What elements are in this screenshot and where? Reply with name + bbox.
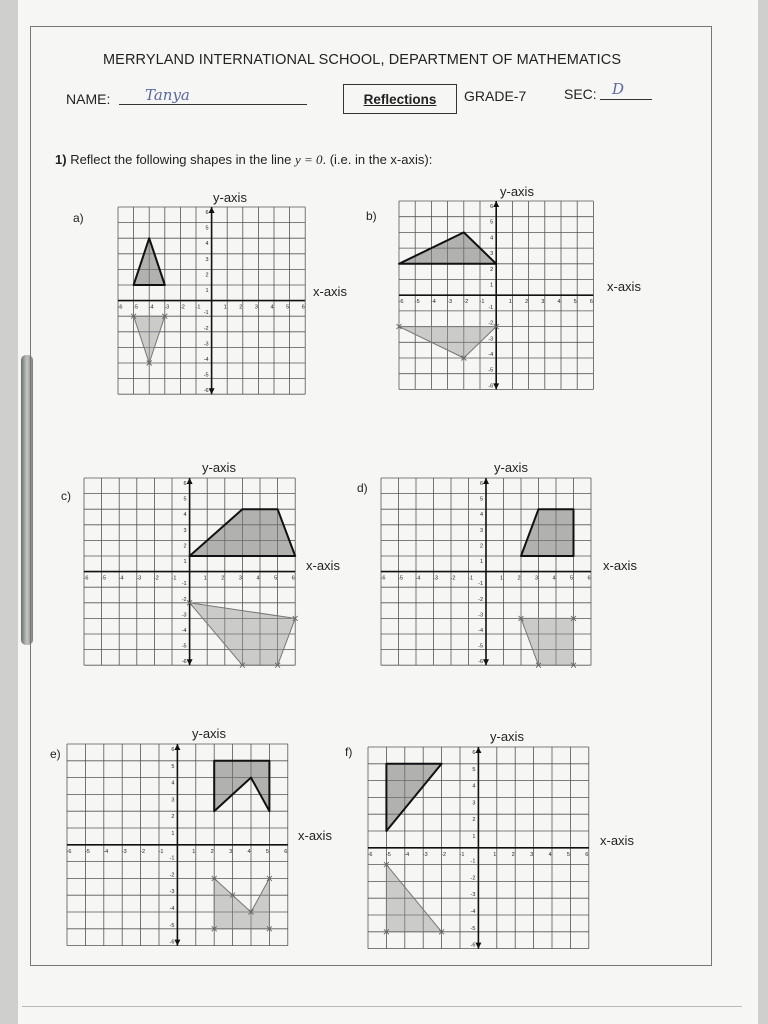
x-tick-label: 3 bbox=[238, 575, 242, 582]
y-tick-label: 2 bbox=[171, 814, 175, 821]
y-tick-label: 4 bbox=[205, 241, 209, 248]
y-tick-label: 6 bbox=[472, 750, 476, 756]
bottom-rule bbox=[22, 1006, 742, 1007]
worksheet-title: Reflections bbox=[363, 91, 437, 107]
problem-label: c) bbox=[61, 489, 71, 503]
y-arrow-down bbox=[209, 388, 215, 394]
y-tick-label: -6 bbox=[478, 659, 483, 666]
y-tick-label: -2 bbox=[181, 596, 187, 603]
y-tick-label: 2 bbox=[205, 272, 209, 279]
x-tick-label: 1 bbox=[192, 848, 196, 855]
x-tick-label: 4 bbox=[247, 848, 251, 855]
x-tick-label: -5 bbox=[101, 575, 107, 582]
x-tick-label: 1 bbox=[499, 575, 504, 582]
y-tick-label: -5 bbox=[488, 367, 494, 374]
x-axis-label: x-axis bbox=[607, 279, 641, 294]
y-axis-label: y-axis bbox=[192, 726, 226, 741]
original-shape bbox=[521, 509, 574, 556]
x-tick-label: -5 bbox=[84, 848, 90, 855]
y-tick-label: -3 bbox=[181, 612, 187, 619]
y-tick-label: -5 bbox=[181, 643, 187, 650]
y-tick-label: -4 bbox=[181, 628, 187, 634]
y-tick-label: 3 bbox=[183, 527, 187, 534]
original-shape bbox=[190, 509, 296, 556]
x-tick-label: -3 bbox=[433, 575, 438, 582]
x-tick-label: -2 bbox=[441, 851, 447, 858]
y-tick-label: 1 bbox=[472, 834, 476, 840]
y-arrow-up bbox=[174, 744, 180, 750]
x-tick-label: 6 bbox=[301, 304, 305, 311]
y-tick-label: -2 bbox=[169, 872, 175, 879]
y-tick-label: -5 bbox=[203, 372, 209, 379]
x-tick-label: 1 bbox=[493, 851, 497, 858]
y-tick-label: 3 bbox=[479, 527, 483, 534]
x-tick-label: 4 bbox=[552, 575, 556, 582]
y-tick-label: -2 bbox=[478, 596, 483, 603]
x-tick-label: 6 bbox=[585, 851, 589, 858]
x-tick-label: -4 bbox=[415, 575, 421, 582]
question-text-after: . (i.e. in the x-axis): bbox=[322, 152, 433, 167]
section-handwritten: D bbox=[612, 80, 625, 98]
y-tick-label: -4 bbox=[169, 906, 175, 912]
x-tick-label: -1 bbox=[195, 304, 201, 311]
y-tick-label: 6 bbox=[479, 481, 483, 487]
y-tick-label: -6 bbox=[488, 383, 494, 390]
y-arrow-up bbox=[483, 478, 489, 484]
y-tick-label: -3 bbox=[470, 892, 476, 899]
y-arrow-up bbox=[187, 478, 193, 484]
y-tick-label: 3 bbox=[472, 800, 476, 807]
x-tick-label: 2 bbox=[517, 575, 521, 582]
y-tick-label: -2 bbox=[203, 325, 209, 332]
x-tick-label: -3 bbox=[164, 304, 170, 311]
x-tick-label: 2 bbox=[525, 299, 529, 306]
y-tick-label: -6 bbox=[181, 659, 187, 666]
y-tick-label: 4 bbox=[183, 512, 187, 519]
problem-label: a) bbox=[73, 211, 84, 225]
name-line bbox=[119, 104, 307, 105]
y-tick-label: 6 bbox=[205, 210, 209, 216]
y-axis-label: y-axis bbox=[494, 460, 528, 475]
y-tick-label: -4 bbox=[203, 357, 209, 363]
x-tick-label: -2 bbox=[153, 575, 159, 582]
x-tick-label: -3 bbox=[422, 851, 428, 858]
y-arrow-down bbox=[174, 940, 180, 946]
x-tick-label: -4 bbox=[148, 304, 154, 311]
x-tick-label: -5 bbox=[398, 575, 403, 582]
y-tick-label: -1 bbox=[470, 858, 476, 865]
y-tick-label: 4 bbox=[490, 235, 494, 242]
y-tick-label: 6 bbox=[171, 747, 175, 753]
y-tick-label: -1 bbox=[169, 855, 175, 862]
x-tick-label: -2 bbox=[463, 299, 469, 306]
problem-label: e) bbox=[50, 747, 61, 761]
y-tick-label: 4 bbox=[472, 783, 476, 790]
x-tick-label: -6 bbox=[367, 851, 373, 858]
x-tick-label: 2 bbox=[210, 848, 214, 855]
y-tick-label: -4 bbox=[488, 352, 494, 358]
x-tick-label: 4 bbox=[557, 299, 561, 306]
y-arrow-down bbox=[493, 383, 499, 389]
x-axis-label: x-axis bbox=[313, 284, 347, 299]
y-tick-label: -5 bbox=[470, 925, 476, 932]
title-box bbox=[343, 84, 457, 114]
section-line bbox=[600, 99, 652, 100]
y-tick-label: 4 bbox=[479, 512, 483, 519]
y-tick-label: -4 bbox=[478, 628, 483, 634]
x-axis-label: x-axis bbox=[298, 828, 332, 843]
y-tick-label: -2 bbox=[470, 875, 476, 882]
x-tick-label: -6 bbox=[398, 299, 404, 306]
y-tick-label: -2 bbox=[488, 320, 494, 327]
y-tick-label: 5 bbox=[472, 766, 476, 773]
y-tick-label: 5 bbox=[171, 763, 175, 770]
y-tick-label: -3 bbox=[169, 889, 175, 896]
x-tick-label: 1 bbox=[223, 304, 227, 311]
x-tick-label: -1 bbox=[459, 851, 465, 858]
x-tick-label: -5 bbox=[133, 304, 139, 311]
question-math: y = 0 bbox=[294, 152, 323, 167]
y-tick-label: 6 bbox=[490, 204, 494, 210]
x-tick-label: 3 bbox=[541, 299, 545, 306]
x-tick-label: -1 bbox=[468, 575, 473, 582]
x-tick-label: 4 bbox=[270, 304, 274, 311]
y-tick-label: 3 bbox=[205, 256, 209, 263]
coordinate-grid bbox=[118, 207, 305, 394]
coordinate-grid bbox=[399, 201, 593, 389]
question-1 bbox=[55, 152, 432, 168]
x-tick-label: 6 bbox=[284, 848, 288, 855]
x-tick-label: -6 bbox=[117, 304, 123, 311]
y-tick-label: -4 bbox=[470, 909, 476, 915]
y-arrow-up bbox=[209, 207, 215, 213]
x-tick-label: 1 bbox=[203, 575, 207, 582]
y-tick-label: 2 bbox=[472, 817, 476, 824]
x-tick-label: 5 bbox=[265, 848, 269, 855]
reflected-shape bbox=[521, 618, 574, 665]
coordinate-grid bbox=[67, 744, 288, 946]
x-tick-label: -6 bbox=[83, 575, 89, 582]
y-tick-label: -1 bbox=[478, 581, 483, 588]
y-tick-label: -1 bbox=[181, 581, 187, 588]
y-tick-label: -1 bbox=[203, 310, 209, 317]
x-tick-label: 3 bbox=[534, 575, 539, 582]
y-tick-label: -5 bbox=[169, 922, 175, 929]
x-tick-label: -3 bbox=[121, 848, 127, 855]
x-tick-label: -4 bbox=[404, 851, 410, 858]
x-tick-label: -3 bbox=[447, 299, 453, 306]
coordinate-grid bbox=[381, 478, 591, 665]
y-tick-label: 2 bbox=[490, 266, 494, 273]
x-tick-label: 2 bbox=[239, 304, 243, 311]
x-tick-label: 5 bbox=[274, 575, 278, 582]
x-tick-label: -2 bbox=[140, 848, 146, 855]
x-axis-label: x-axis bbox=[306, 558, 340, 573]
y-tick-label: 5 bbox=[490, 219, 494, 226]
y-tick-label: -3 bbox=[203, 341, 209, 348]
y-tick-label: -6 bbox=[169, 939, 175, 946]
problem-label: d) bbox=[357, 481, 368, 495]
y-axis-label: y-axis bbox=[202, 460, 236, 475]
x-tick-label: 3 bbox=[229, 848, 233, 855]
y-tick-label: -6 bbox=[470, 942, 476, 949]
x-tick-label: 5 bbox=[286, 304, 290, 311]
y-arrow-up bbox=[493, 201, 499, 207]
x-tick-label: 3 bbox=[530, 851, 534, 858]
x-tick-label: 6 bbox=[587, 575, 591, 582]
x-tick-label: 1 bbox=[508, 299, 512, 306]
y-tick-label: 1 bbox=[490, 282, 494, 289]
x-tick-label: -6 bbox=[380, 575, 386, 582]
x-tick-label: -4 bbox=[430, 299, 436, 306]
y-tick-label: -3 bbox=[478, 612, 483, 619]
y-tick-label: 2 bbox=[183, 543, 187, 550]
y-tick-label: -6 bbox=[203, 388, 209, 395]
x-tick-label: -4 bbox=[103, 848, 109, 855]
x-tick-label: -2 bbox=[450, 575, 456, 582]
x-tick-label: -1 bbox=[479, 299, 485, 306]
grade-label: GRADE-7 bbox=[464, 88, 527, 104]
x-tick-label: 2 bbox=[221, 575, 225, 582]
x-tick-label: 5 bbox=[566, 851, 570, 858]
x-axis-label: x-axis bbox=[600, 833, 634, 848]
x-tick-label: 6 bbox=[589, 299, 593, 306]
y-arrow-down bbox=[187, 659, 193, 665]
question-text: Reflect the following shapes in the line bbox=[70, 152, 292, 167]
x-tick-label: 2 bbox=[511, 851, 515, 858]
x-axis-label: x-axis bbox=[603, 558, 637, 573]
y-tick-label: 2 bbox=[479, 543, 483, 550]
y-tick-label: 3 bbox=[490, 251, 494, 258]
y-tick-label: 4 bbox=[171, 780, 175, 787]
y-tick-label: 3 bbox=[171, 797, 175, 804]
y-tick-label: 1 bbox=[205, 288, 209, 294]
name-label: NAME: bbox=[66, 91, 111, 107]
x-tick-label: -1 bbox=[171, 575, 177, 582]
x-tick-label: -1 bbox=[158, 848, 164, 855]
y-arrow-down bbox=[475, 943, 481, 949]
y-axis-label: y-axis bbox=[213, 190, 247, 205]
y-tick-label: 1 bbox=[479, 559, 483, 565]
y-tick-label: -3 bbox=[488, 336, 494, 343]
reflected-shape bbox=[134, 316, 165, 363]
question-number: 1) bbox=[55, 152, 67, 167]
y-tick-label: 1 bbox=[183, 559, 187, 565]
y-tick-label: 6 bbox=[183, 481, 187, 487]
name-handwritten: Tanya bbox=[145, 86, 190, 104]
coordinate-grid bbox=[368, 747, 589, 949]
y-tick-label: -1 bbox=[488, 304, 494, 311]
x-tick-label: -2 bbox=[179, 304, 185, 311]
x-tick-label: 5 bbox=[569, 575, 574, 582]
x-tick-label: -6 bbox=[66, 848, 72, 855]
x-tick-label: 4 bbox=[256, 575, 260, 582]
x-tick-label: -5 bbox=[414, 299, 420, 306]
reflected-shape bbox=[214, 878, 269, 928]
y-tick-label: 1 bbox=[171, 831, 175, 837]
x-tick-label: 5 bbox=[573, 299, 577, 306]
coordinate-grid bbox=[84, 478, 295, 665]
x-tick-label: -3 bbox=[136, 575, 142, 582]
y-axis-label: y-axis bbox=[490, 729, 524, 744]
y-tick-label: 5 bbox=[183, 496, 187, 503]
original-shape bbox=[214, 761, 269, 811]
section-label: SEC: bbox=[564, 86, 597, 102]
x-tick-label: 4 bbox=[548, 851, 552, 858]
x-tick-label: 3 bbox=[254, 304, 258, 311]
school-title: MERRYLAND INTERNATIONAL SCHOOL, DEPARTMENT OF MATHEMATICS bbox=[103, 52, 622, 68]
y-tick-label: 5 bbox=[479, 496, 483, 503]
y-arrow-up bbox=[475, 747, 481, 753]
y-axis-label: y-axis bbox=[500, 184, 534, 199]
y-arrow-down bbox=[483, 659, 489, 665]
y-tick-label: -5 bbox=[478, 643, 483, 650]
x-tick-label: -5 bbox=[385, 851, 391, 858]
problem-label: b) bbox=[366, 209, 377, 223]
x-tick-label: -4 bbox=[118, 575, 124, 582]
x-tick-label: 6 bbox=[291, 575, 295, 582]
original-shape bbox=[134, 238, 165, 285]
problem-label: f) bbox=[345, 745, 353, 759]
y-tick-label: 5 bbox=[205, 225, 209, 232]
